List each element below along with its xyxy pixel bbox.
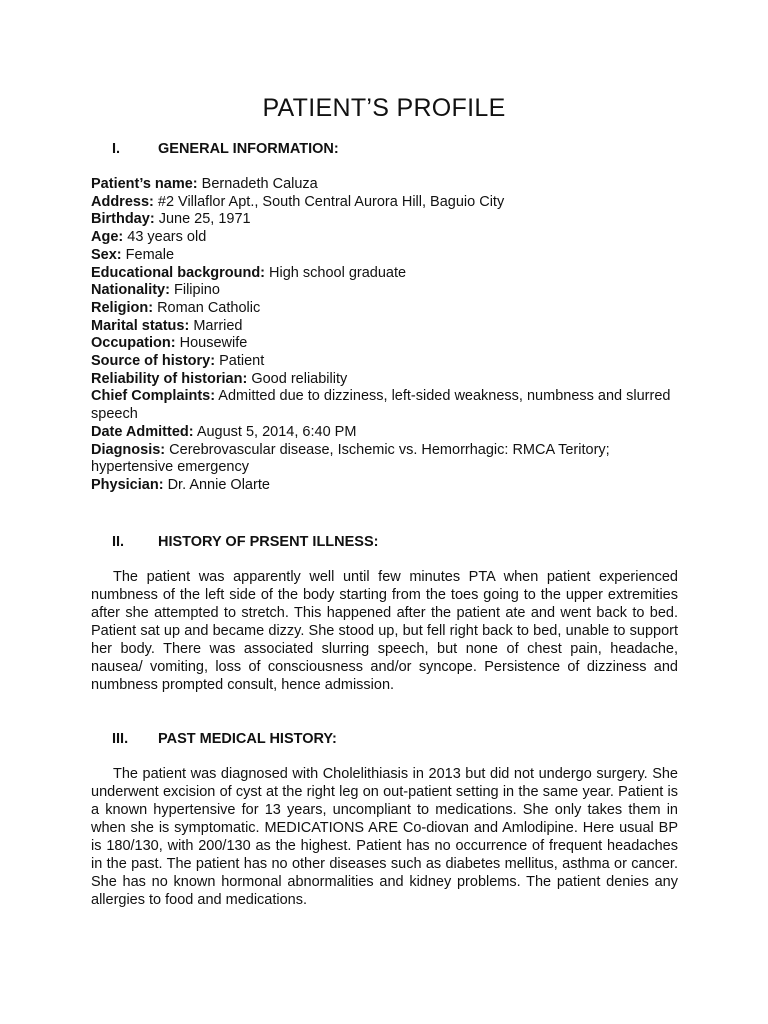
present-illness-paragraph: The patient was apparently well until few minutes PTA when patient experienced numbness of the left side of the body starting from the toes going to the upper extremities after she attempted to stretch. This happened after the patient ate and went back to bed. Patient sat up and became dizzy. She stood up, but fell right back to bed, unable to support her body. There was associated slurring speech, but none of chest pain, headache, nausea/ vomiting, loss of consciousness and/or syncope. Persistence of dizziness and numbness prompted consult, hence admission. (91, 569, 678, 693)
info-row-educational-background (91, 265, 691, 283)
info-row-reliability-of-historian (91, 371, 691, 389)
section-heading-history-of-present-illness (112, 533, 378, 551)
info-label: Patient’s name: (91, 176, 198, 192)
info-value: Bernadeth Caluza (201, 176, 318, 192)
info-value: Filipino (173, 282, 220, 299)
section-number: III. (112, 731, 129, 747)
info-row-physician (91, 477, 691, 495)
info-row-marital-status (91, 318, 691, 336)
general-information-list (91, 176, 691, 495)
info-row-nationality (91, 282, 691, 300)
info-label: Age: (91, 229, 124, 246)
past-medical-history-paragraph: The patient was diagnosed with Cholelithiasis in 2013 but did not undergo surgery. She underwent excision of cyst at the right leg on out-patient setting in the same year. Patient is a known hypertensive for 13 years, uncompliant to medications. She only takes them in when she is symptomatic. MEDICATIONS ARE Co-diovan and Amlodipine. Here usual BP is 180/130, with 200/130 as the highest. Patient has no occurrence of frequent headaches in the past. The patient has no other diseases such as diabetes mellitus, asthma or cancer. She has no known hormonal abnormalities and kidney problems. The patient denies any allergies to food and medications. (91, 766, 678, 908)
info-row-age (91, 229, 691, 247)
info-value: Housewife (179, 335, 248, 352)
info-value: #2 Villaflor Apt., South Central Aurora Hill, Baguio City (157, 193, 505, 210)
info-row-diagnosis (91, 442, 691, 477)
info-value: Patient (219, 353, 265, 370)
info-value: 43 years old (127, 229, 207, 246)
info-label: Physician: (91, 476, 164, 493)
info-label: Address: (91, 193, 154, 210)
info-row-birthday (91, 211, 691, 229)
info-value: August 5, 2014, 6:40 PM (196, 423, 357, 440)
info-value: Married (193, 317, 243, 334)
info-row-occupation (91, 335, 691, 353)
info-label: Date Admitted: (91, 423, 194, 440)
section-title: HISTORY OF PRSENT ILLNESS: (158, 534, 379, 550)
info-value: Dr. Annie Olarte (167, 476, 270, 493)
section-heading-general-information (112, 140, 339, 158)
info-row-address (91, 194, 691, 212)
info-label: Source of history: (91, 353, 216, 370)
section-number: I. (112, 141, 121, 157)
section-title: PAST MEDICAL HISTORY: (158, 731, 337, 747)
info-value: Good reliability (251, 370, 348, 387)
info-row-chief-complaints (91, 388, 691, 423)
section-heading-past-medical-history (112, 730, 337, 748)
info-label: Diagnosis: (91, 441, 166, 458)
info-label: Occupation: (91, 335, 176, 352)
info-row-religion (91, 300, 691, 318)
page-title: PATIENT’S PROFILE (262, 94, 506, 122)
info-row-source-of-history (91, 353, 691, 371)
info-value: High school graduate (269, 264, 407, 281)
info-label: Chief Complaints: (91, 388, 216, 405)
info-label: Religion: (91, 299, 154, 316)
info-row-date-admitted (91, 424, 691, 442)
info-value: June 25, 1971 (158, 211, 251, 228)
info-value: Cerebrovascular disease, Ischemic vs. Hemorrhagic: RMCA Teritory; hypertensive emergency (91, 441, 610, 476)
info-row-sex (91, 247, 691, 265)
info-label: Reliability of historian: (91, 370, 248, 387)
info-value: Female (125, 246, 175, 263)
info-label: Marital status: (91, 317, 190, 334)
info-label: Sex: (91, 246, 122, 263)
section-title: GENERAL INFORMATION: (158, 141, 339, 157)
section-number: II. (112, 534, 125, 550)
info-row-patient-name (91, 176, 691, 194)
info-value: Admitted due to dizziness, left-sided weakness, numbness and slurred speech (91, 388, 671, 423)
info-label: Birthday: (91, 211, 155, 228)
info-label: Nationality: (91, 282, 170, 299)
info-value: Roman Catholic (157, 299, 261, 316)
info-label: Educational background: (91, 264, 266, 281)
